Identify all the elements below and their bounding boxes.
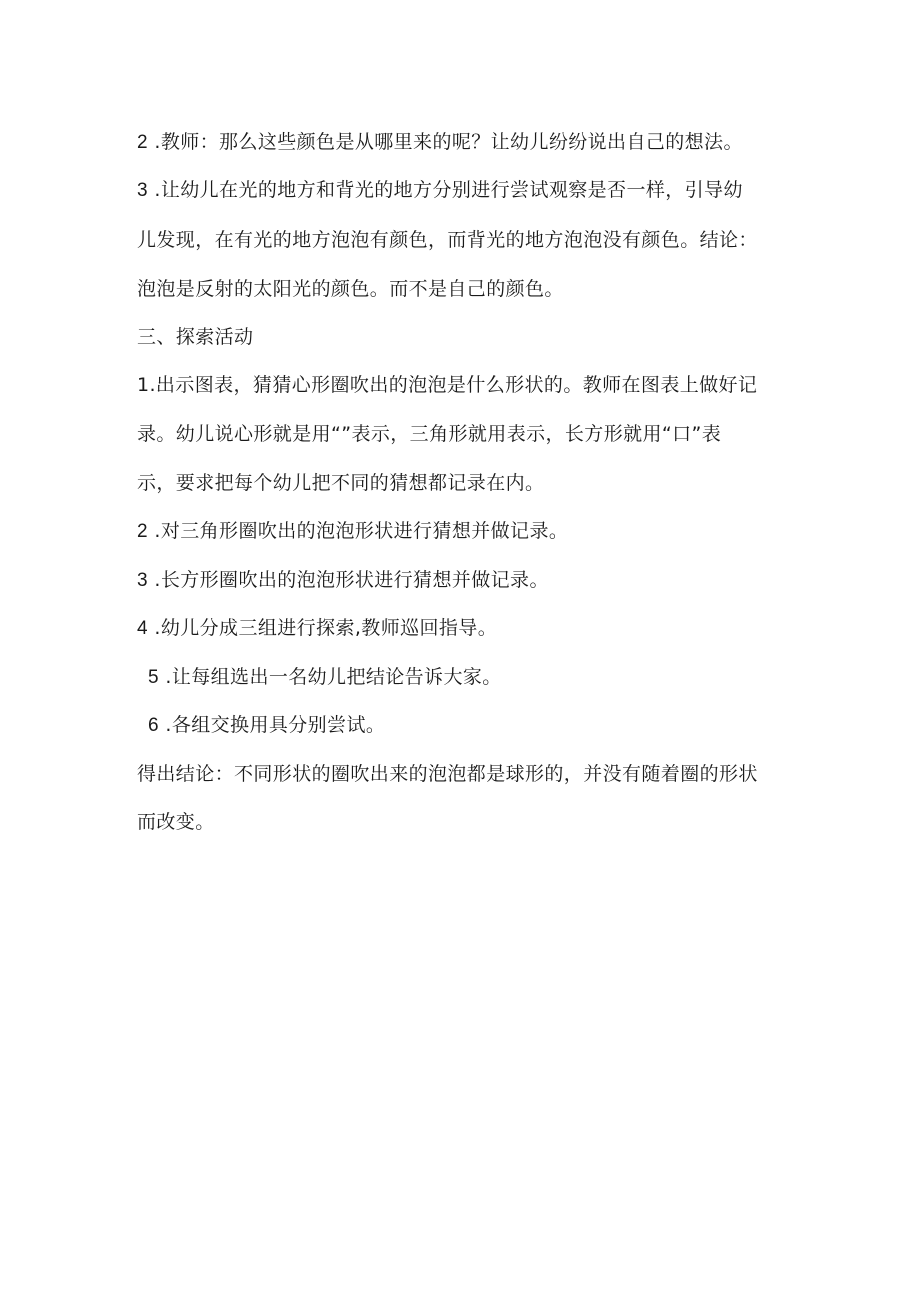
item-number: 4 [137, 618, 148, 639]
line-text: .教师：那么这些颜色是从哪里来的呢？让幼儿纷纷说出自己的想法。 [147, 131, 743, 153]
paragraph-line [137, 228, 797, 252]
paragraph-line [137, 519, 797, 544]
paragraph-line [148, 665, 808, 690]
line-text: .长方形圈吹出的泡泡形状进行猜想并做记录。 [147, 569, 549, 591]
paragraph-line [137, 277, 797, 301]
paragraph-line [137, 178, 797, 203]
line-text: 示，要求把每个幼儿把不同的猜想都记录在内。 [137, 472, 545, 494]
paragraph-line [137, 422, 797, 446]
paragraph-line [137, 616, 797, 641]
line-text: 泡泡是反射的太阳光的颜色。而不是自己的颜色。 [137, 278, 564, 300]
line-text: .让幼儿在光的地方和背光的地方分别进行尝试观察是否一样，引导幼 [147, 179, 743, 201]
item-number: 5 [148, 667, 159, 688]
item-number: 6 [148, 715, 159, 736]
paragraph-line [137, 130, 797, 155]
paragraph-line [137, 373, 797, 397]
line-text: 儿发现，在有光的地方泡泡有颜色，而背光的地方泡泡没有颜色。结论： [137, 229, 758, 251]
line-text: .让每组选出一名幼儿把结论告诉大家。 [158, 666, 502, 688]
line-text: 而改变。 [137, 811, 215, 833]
line-text: .各组交换用具分别尝试。 [158, 714, 386, 736]
line-text: 1.出示图表，猜猜心形圈吹出的泡泡是什么形状的。教师在图表上做好记 [137, 374, 758, 396]
paragraph-line [148, 713, 808, 738]
line-text: .对三角形圈吹出的泡泡形状进行猜想并做记录。 [147, 520, 569, 542]
paragraph-line [137, 762, 797, 786]
paragraph-line [137, 810, 797, 834]
line-text: 得出结论：不同形状的圈吹出来的泡泡都是球形的，并没有随着圈的形状 [137, 763, 758, 785]
heading-text: 三、探索活动 [137, 326, 254, 348]
line-text: .幼儿分成三组进行探索,教师巡回指导。 [147, 617, 498, 639]
item-number: 3 [137, 570, 148, 591]
item-number: 2 [137, 132, 148, 153]
paragraph-line [137, 471, 797, 495]
paragraph-line [137, 568, 797, 593]
item-number: 2 [137, 521, 148, 542]
line-text: 录。幼儿说心形就是用“”表示，三角形就用表示，长方形就用“口”表 [137, 423, 722, 445]
section-heading [137, 325, 797, 349]
item-number: 3 [137, 180, 148, 201]
